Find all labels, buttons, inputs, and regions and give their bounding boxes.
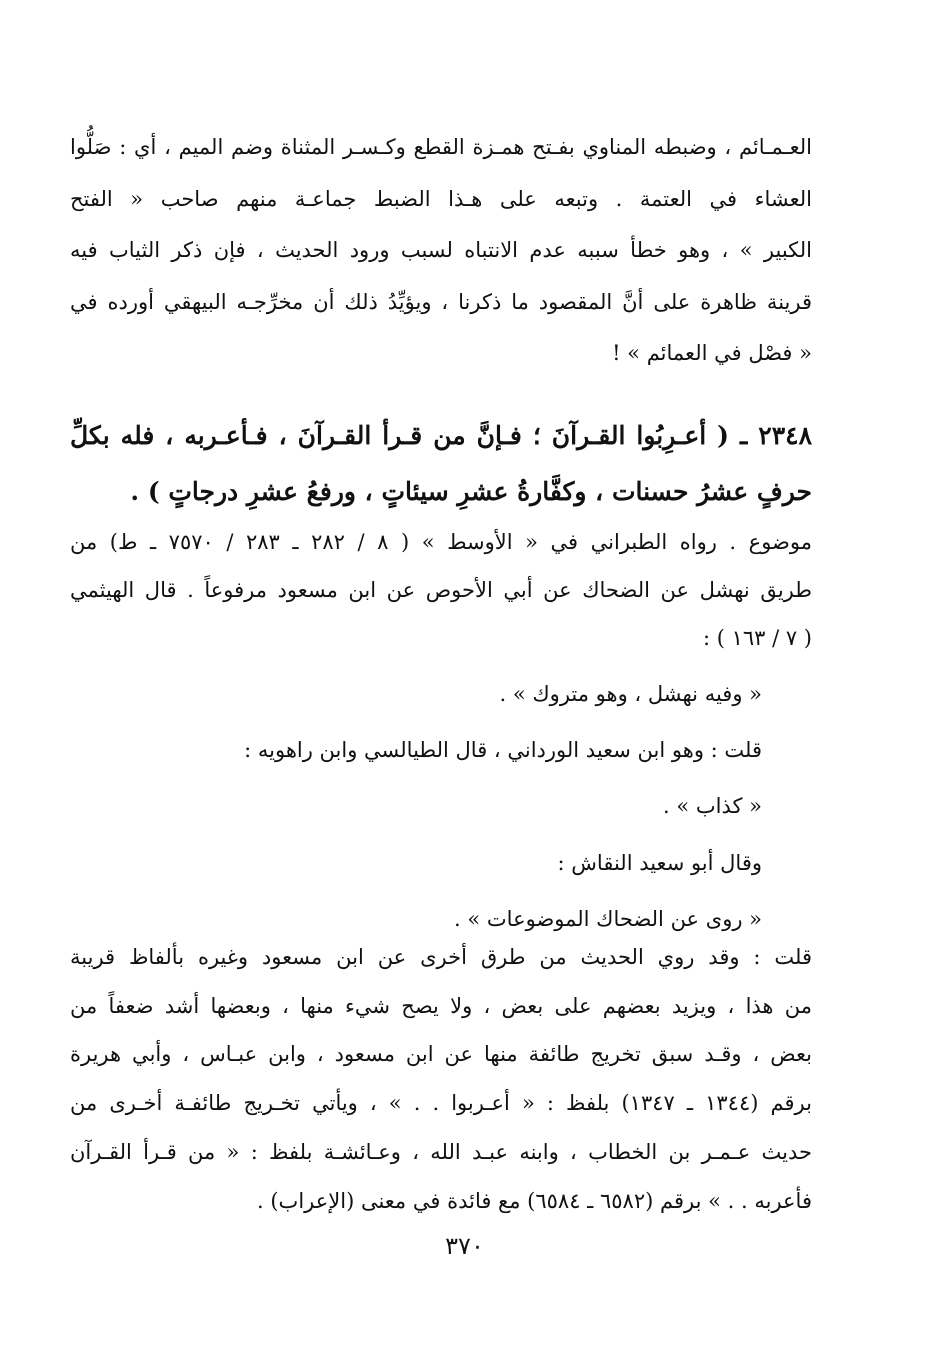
text-line: قلت : وقد روي الحديث من طرق أخرى عن ابن مسعود وغيره بألفاظ قريبة xyxy=(70,945,812,969)
text-line: حديث عـمـر بن الخطاب ، وابنه عبـد الله ، وعـائشـة بلفظ : « من قـرأ القـرآن xyxy=(70,1139,812,1164)
text-line: « فصْل في العمائم » ! xyxy=(612,341,812,365)
hadith-heading xyxy=(70,408,812,520)
text-line: موضوع . رواه الطبراني في « الأوسط » ( ٨ / ٢٨٢ ـ ٢٨٣ / ٧٥٧٠ ـ ط) من xyxy=(70,530,812,554)
text-line: العشاء في العتمة . وتبعه على هـذا الضبط جماعـة منهم صاحب « الفتح xyxy=(70,186,812,211)
quote-line: « وفيه نهشل ، وهو متروك » . xyxy=(499,682,762,706)
closing-paragraph xyxy=(70,933,812,1225)
text-line: قرينة ظاهرة على أنَّ المقصود ما ذكرنا ، ويؤيِّدُ ذلك أن مخرِّجـه البيهقي أورده في xyxy=(70,289,812,314)
text-line: برقم (١٣٤٤ ـ ١٣٤٧) بلفظ : « أعـربوا . . » ، ويأتي تخـريج طائفـة أخـرى من xyxy=(70,1091,812,1116)
text-line: من هذا ، ويزيد بعضهم على بعض ، ولا يصح شيء منها ، وبعضها أشد ضعفاً من xyxy=(70,993,812,1018)
commentary-paragraph xyxy=(70,518,812,662)
text-line: الكبير » ، وهو خطأ سببه عدم الانتباه لسبب ورود الحديث ، فإن ذكر الثياب فيه xyxy=(70,238,812,262)
quotations-block xyxy=(70,666,812,947)
text-line: وقال أبو سعيد النقاش : xyxy=(557,850,762,875)
text-line: العـمـائم ، وضبطه المناوي بفـتح همـزة القطع وكـسـر المثناة وضم الميم ، أي : صَلُّوا xyxy=(70,135,812,159)
text-line: قلت : وهو ابن سعيد الورداني ، قال الطيالسي وابن راهويه : xyxy=(244,738,762,763)
text-line: ( ٧ / ١٦٣ ) : xyxy=(702,626,812,650)
quote-line: « كذاب » . xyxy=(662,794,762,819)
heading-line: حرفٍ عشرُ حسنات ، وكفَّارةُ عشرِ سيئاتٍ ، ورفعُ عشرِ درجاتٍ ) . xyxy=(130,477,812,506)
paragraph-continuation xyxy=(70,122,812,380)
text-line: بعض ، وقـد سبق تخريج طائفة منها عن ابن مسعود ، وابن عبـاس ، وأبي هريرة xyxy=(70,1042,812,1067)
text-line: طريق نهشل عن الضحاك عن أبي الأحوص عن ابن مسعود مرفوعاً . قال الهيثمي xyxy=(70,578,812,602)
text-line: فأعربه . . » برقم (٦٥٨٢ ـ ٦٥٨٤) مع فائدة في معنى (الإعراب) . xyxy=(257,1188,812,1213)
page-number: ٣٧٠ xyxy=(445,1232,484,1260)
quote-line: « روى عن الضحاك الموضوعات » . xyxy=(454,906,762,931)
heading-line: ٢٣٤٨ ـ ( أعـرِبُوا القـرآنَ ؛ فـإنَّ من قـرأ القـرآنَ ، فـأعـربه ، فله بكلِّ xyxy=(70,421,812,450)
